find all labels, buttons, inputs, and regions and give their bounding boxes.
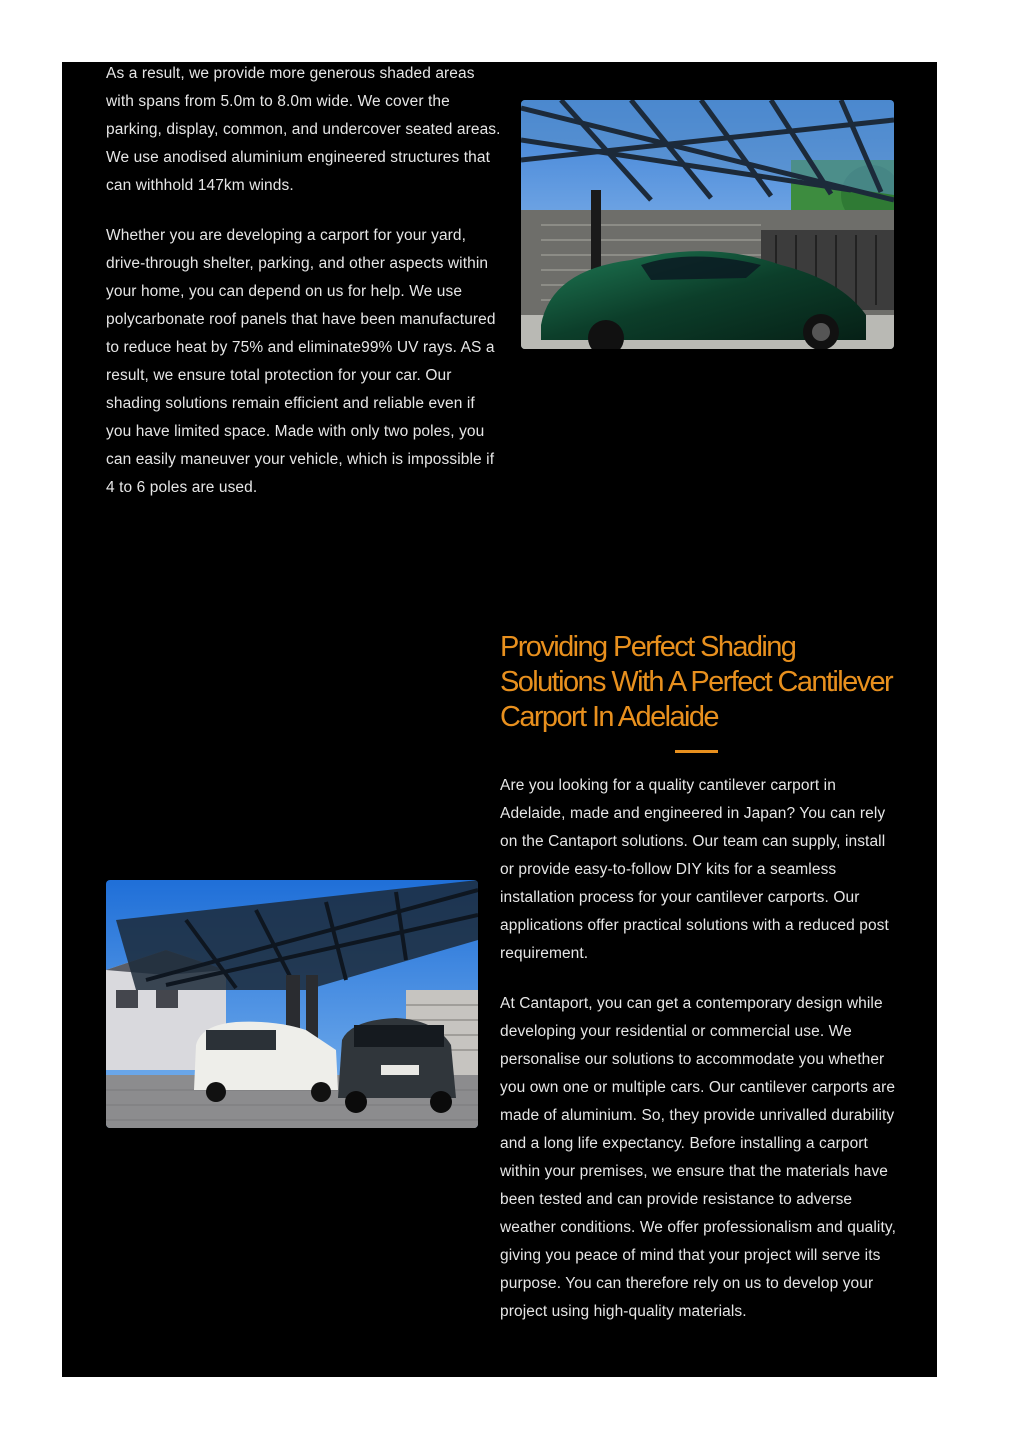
paragraph-spans: As a result, we provide more generous shaded areas with spans from 5.0m to 8.0m wide. We cover the parking, display, common, and undercover seated areas. We use anodised aluminium engineered structures that can withhold 147km winds. — [106, 65, 501, 194]
carport-two-cars-photo — [106, 880, 478, 1128]
paragraph-carport-uses: Whether you are developing a carport for your yard, drive-through shelter, parking, and other aspects within your home, you can depend on us for help. We use polycarbonate roof panels that have been manufactured to reduce heat by 75% and eliminate99% UV rays. AS a result, we ensure total protection for your car. Our shading solutions remain efficient and reliable even if you have limited space. Made with only two poles, you can easily maneuver your vehicle, which is impossible if 4 to 6 poles are used. — [106, 227, 496, 496]
paragraph-contemporary-design: At Cantaport, you can get a contemporary design while developing your residential or commercial use. We personalise our solutions to accommodate you whether you own one or multiple cars. Our cantilever carports are made of aluminium. So, they provide unrivalled durability and a long life expectancy. Before installing a carport within your premises, we ensure that the materials have been tested and can provide resistance to adverse weather conditions. We offer professionalism and quality, giving you peace of mind that your project will serve its purpose. You can therefore rely on us to develop your project using high-quality materials. — [500, 995, 896, 1320]
carport-green-car-photo — [521, 100, 894, 349]
section-heading: Providing Perfect Shading Solutions With A Perfect Cantilever Carport In Adelaide — [500, 631, 893, 733]
heading-divider — [675, 750, 718, 753]
cantilever-text-block — [500, 772, 896, 1348]
page-content — [62, 62, 937, 1377]
intro-text-block — [106, 60, 501, 524]
paragraph-quality-carport: Are you looking for a quality cantilever carport in Adelaide, made and engineered in Japan? You can rely on the Cantaport solutions. Our team can supply, install or provide easy-to-follow DIY kits for a seamless installation process for your cantilever carports. Our applications offer practical solutions with a reduced post requirement. — [500, 777, 889, 962]
